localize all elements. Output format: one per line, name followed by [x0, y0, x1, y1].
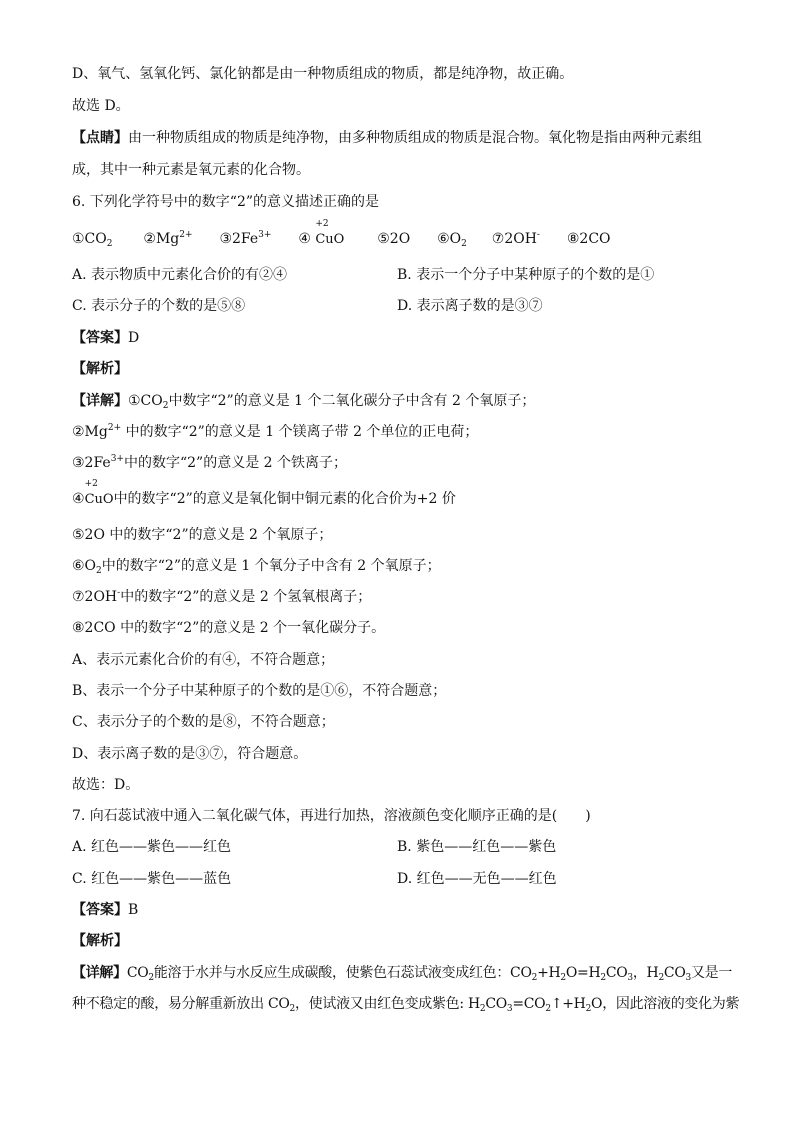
text-line: 故选：D。	[72, 777, 140, 793]
note-label: 【点睛】	[72, 130, 128, 146]
symbol: ⑦2OH-	[491, 230, 540, 247]
symbol: ⑧2CO	[566, 231, 611, 247]
explain-line: ⑧2CO 中的数字“2”的意义是 2 个一氧化碳分子。	[72, 620, 386, 636]
symbol: $①CO_2$	[72, 231, 113, 249]
explain-line: A、表示元素化合价的有④，不符合题意；	[72, 652, 335, 668]
symbol-list	[72, 219, 742, 250]
symbol: $②Mg^{2+}$	[143, 230, 193, 247]
analysis-label: 【解析】	[72, 361, 128, 377]
explain-line: ⑦2OH-中的数字“2”的意义是 2 个氢氧根离子；	[72, 588, 372, 605]
symbol: $⑥O_2$	[437, 231, 467, 249]
question-6: 6. 下列化学符号中的数字“2”的意义描述正确的是	[72, 194, 380, 210]
option-c: C. 表示分子的个数的是⑤⑧	[72, 298, 246, 314]
explain-line: $②Mg^{2+}$ 中的数字“2”的意义是 1 个镁离子带 2 个单位的正电荷；	[72, 423, 479, 440]
question-7: 7. 向石蕊试液中通入二氧化碳气体，再进行加热，溶液颜色变化顺序正确的是( )	[72, 808, 591, 824]
answer-line: 【答案】B	[72, 902, 139, 918]
text-line: D、氧气、氢氧化钙、氯化钠都是由一种物质组成的物质，都是纯净物，故正确。	[72, 66, 574, 82]
explain-line: ⑤2O 中的数字“2”的意义是 2 个氧原子；	[72, 527, 333, 543]
explain-line: $⑥O_2$中的数字“2”的意义是 1 个氧分子中含有 2 个氧原子；	[72, 558, 441, 576]
explain-line: ④ +2 CuO中的数字“2”的意义是氧化铜中铜元素的化合价为+2 价	[72, 489, 742, 510]
symbol: $③2Fe^{3+}$	[219, 230, 272, 247]
option-c: C. 红色——紫色——蓝色	[72, 871, 232, 887]
valence-symbol: +2 Cu	[84, 479, 103, 507]
answer-line: 【答案】D	[72, 330, 140, 346]
explain-line: D、表示离子数的是③⑦，符合题意。	[72, 746, 308, 762]
valence-symbol: +2 Cu	[315, 219, 334, 247]
explain-line: B、表示一个分子中某种原子的个数的是①⑥，不符合题意；	[72, 683, 447, 699]
analysis-label: 【解析】	[72, 933, 128, 949]
explain-line: C、表示分子的个数的是⑧，不符合题意；	[72, 714, 335, 730]
explain-line: 种不稳定的酸，易分解重新放出 $CO_2$，使试液又由红色变成紫色: $H_2CO_3=CO_2↑+H_2O$，因此溶液的变化为紫	[72, 996, 740, 1014]
explain-line: 【详解】$①CO_2$中数字“2”的意义是 1 个二氧化碳分子中含有 2 个氧原子；	[72, 393, 536, 411]
symbol: ⑤2O	[377, 231, 411, 247]
symbol: ④ +2 CuO	[298, 231, 344, 247]
text-line: 故选 D。	[72, 98, 130, 114]
option-a: A. 表示物质中元素化合价的有②④	[72, 267, 288, 283]
note-text: 由一种物质组成的物质是纯净物，由多种物质组成的物质是混合物。氧化物是指由两种元素组	[128, 130, 702, 146]
option-d: D. 红色——无色——红色	[397, 871, 557, 887]
note-line	[72, 128, 742, 148]
option-d: D. 表示离子数的是③⑦	[397, 298, 543, 314]
option-b: B. 表示一个分子中某种原子的个数的是①	[397, 267, 655, 283]
option-b: B. 紫色——红色——紫色	[397, 839, 557, 855]
explain-line: $③2Fe^{3+}$中的数字“2”的意义是 2 个铁离子；	[72, 454, 348, 471]
text-line: 成，其中一种元素是氧元素的化合物。	[72, 162, 310, 178]
explain-line: 【详解】$CO_2$能溶于水并与水反应生成碳酸，使紫色石蕊试液变成红色：$CO_2+H_2O=H_2CO_3$，$H_2CO_3$又是一	[72, 965, 733, 983]
option-a: A. 红色——紫色——红色	[72, 839, 232, 855]
